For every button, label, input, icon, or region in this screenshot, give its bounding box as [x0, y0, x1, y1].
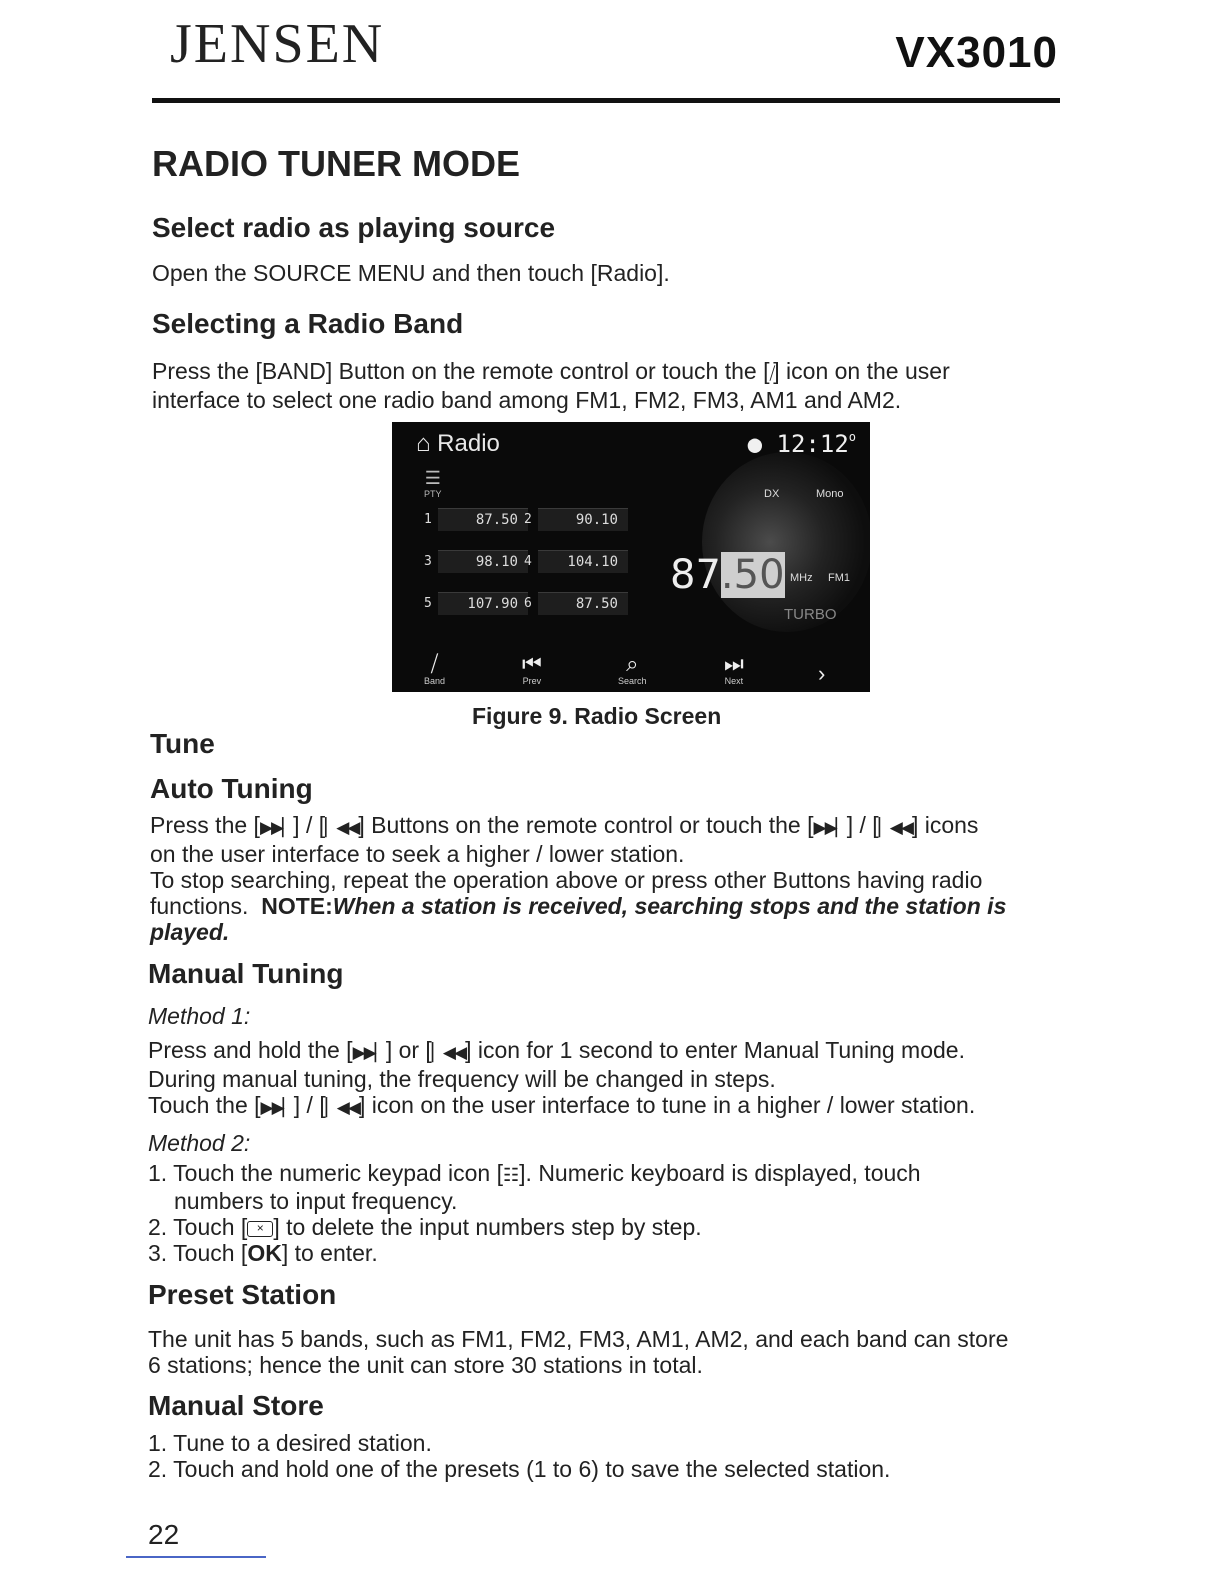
- m2-l4b: ] to enter.: [281, 1240, 378, 1266]
- preset-freq: 104.10: [567, 554, 618, 570]
- band-control: [424, 652, 445, 686]
- m1-l3c: ] icon on the user interface to tune in a higher / lower station.: [358, 1092, 976, 1118]
- m2-l2: numbers to input frequency.: [174, 1188, 458, 1214]
- heading-manual-store: Manual Store: [148, 1390, 324, 1421]
- text-method-2: [148, 1160, 1062, 1266]
- mhz-label: MHz: [790, 572, 813, 584]
- next-icon: ▶▶▏: [352, 1043, 386, 1062]
- preset-num: 2: [524, 512, 532, 527]
- heading-radio-band: Selecting a Radio Band: [152, 308, 464, 339]
- preset-l1: The unit has 5 bands, such as FM1, FM2, FM3, AM1, AM2, and each band can store: [148, 1326, 1009, 1352]
- next-icon: ▶▶▏: [260, 1098, 294, 1117]
- header-rule: [152, 98, 1060, 103]
- prev-control: [522, 652, 542, 686]
- home-icon: ⌂: [416, 430, 431, 457]
- degree-icon: o: [848, 430, 856, 444]
- note-text: When a station is received, searching stops and the station is: [332, 893, 1007, 919]
- preset-4: [524, 550, 628, 573]
- next-control: [724, 652, 744, 686]
- next-icon: ⏭: [724, 651, 744, 676]
- radio-screen-figure: [392, 422, 870, 692]
- preset-2: [524, 508, 628, 531]
- search-icon: ⌕: [626, 651, 639, 676]
- prev-icon: ⏮: [522, 651, 542, 676]
- auto-l1b: ] / [: [293, 812, 326, 838]
- store-l1: 1. Tune to a desired station.: [148, 1430, 432, 1456]
- screen-title: [416, 430, 500, 458]
- preset-1: [424, 508, 528, 531]
- text-auto-tuning: [150, 812, 1062, 945]
- m2-l3a: 2. Touch [: [148, 1214, 248, 1240]
- screen-title-text: Radio: [437, 430, 500, 457]
- m1-l2: During manual tuning, the frequency will be changed in steps.: [148, 1066, 776, 1092]
- preset-freq: 87.50: [475, 512, 518, 528]
- dot-icon: ●: [747, 430, 763, 458]
- ok-label: OK: [247, 1240, 282, 1266]
- dx-label: DX: [764, 488, 780, 500]
- preset-num: 1: [424, 512, 432, 527]
- prev-icon: ▏◀◀: [325, 1098, 359, 1117]
- auto-l1d: ] / [: [846, 812, 879, 838]
- heading-preset-station: Preset Station: [148, 1279, 337, 1310]
- preset-5: [424, 592, 528, 615]
- pty-label: PTY: [424, 489, 442, 499]
- next-control-label: Next: [724, 676, 744, 686]
- m1-l3b: ] / [: [293, 1092, 326, 1118]
- preset-num: 3: [424, 554, 432, 569]
- freq-main: 87: [670, 552, 721, 598]
- preset-num: 6: [524, 596, 532, 611]
- m2-l1b: ]. Numeric keyboard is displayed, touch: [519, 1160, 921, 1186]
- auto-l5: played.: [150, 919, 230, 945]
- screen-clock: [748, 430, 856, 458]
- m1-l1c: ] icon for 1 second to enter Manual Tuning mode.: [465, 1037, 965, 1063]
- prev-icon: ▏◀◀: [431, 1043, 466, 1062]
- frequency-display: [670, 552, 785, 598]
- band-line2: interface to select one radio band among FM1, FM2, FM3, AM1 and AM2.: [152, 387, 902, 413]
- text-radio-band: [152, 358, 1062, 413]
- note-label: NOTE:: [261, 893, 333, 919]
- m1-l1a: Press and hold the [: [148, 1037, 353, 1063]
- m2-l4a: 3. Touch [: [148, 1240, 248, 1266]
- figure-caption: Figure 9. Radio Screen: [472, 703, 722, 729]
- band-control-label: Band: [424, 676, 446, 686]
- text-preset-station: [148, 1326, 1062, 1378]
- search-control-label: Search: [618, 676, 647, 686]
- heading-tune: Tune: [150, 728, 215, 759]
- heading-auto-tuning: Auto Tuning: [150, 773, 313, 804]
- band-icon: ⧸: [769, 364, 774, 383]
- auto-l2: on the user interface to seek a higher / lower station.: [150, 841, 685, 867]
- prev-icon: ▏◀◀: [325, 818, 359, 837]
- preset-6: [524, 592, 628, 615]
- search-control: [618, 652, 647, 686]
- auto-l4a: functions.: [150, 893, 249, 919]
- band-line1b: ] icon on the user: [773, 358, 950, 384]
- chevron-right-icon: ›: [818, 661, 826, 686]
- turbo-label: TURBO: [784, 606, 837, 623]
- text-method-1: [148, 1037, 1062, 1121]
- auto-l1a: Press the [: [150, 812, 260, 838]
- model-number: VX3010: [895, 28, 1058, 77]
- freq-highlight: .50: [720, 552, 785, 598]
- preset-freq: 98.10: [475, 554, 518, 570]
- preset-3: [424, 550, 528, 573]
- prev-control-label: Prev: [522, 676, 542, 686]
- next-icon: ▶▶▏: [813, 818, 847, 837]
- more-control: [818, 662, 825, 686]
- keypad-icon: ☷: [503, 1165, 520, 1185]
- list-icon: ☰: [424, 468, 441, 488]
- preset-freq: 107.90: [467, 596, 518, 612]
- preset-l2: 6 stations; hence the unit can store 30 stations in total.: [148, 1352, 703, 1378]
- footer-line: [126, 1556, 266, 1558]
- store-l2: 2. Touch and hold one of the presets (1 to 6) to save the selected station.: [148, 1456, 891, 1482]
- band-label: FM1: [828, 572, 850, 584]
- text-select-source: Open the SOURCE MENU and then touch [Radio].: [152, 260, 670, 286]
- band-icon: ⧸: [430, 651, 439, 676]
- heading-manual-tuning: Manual Tuning: [148, 958, 344, 989]
- mono-label: Mono: [816, 488, 844, 500]
- jensen-logo: JENSEN: [170, 13, 385, 75]
- auto-l3: To stop searching, repeat the operation above or press other Buttons having radio: [150, 867, 983, 893]
- m2-l3b: ] to delete the input numbers step by step.: [273, 1214, 702, 1240]
- preset-num: 5: [424, 596, 432, 611]
- preset-freq: 90.10: [575, 512, 618, 528]
- page-number: 22: [148, 1519, 180, 1550]
- m1-l1b: ] or [: [385, 1037, 432, 1063]
- heading-select-source: Select radio as playing source: [152, 212, 556, 243]
- m2-l1a: 1. Touch the numeric keypad icon [: [148, 1160, 504, 1186]
- gauge-graphic: [702, 452, 870, 632]
- backspace-icon: ×: [247, 1221, 273, 1237]
- next-icon: ▶▶▏: [259, 818, 294, 837]
- page-title: RADIO TUNER MODE: [152, 143, 520, 184]
- band-line1a: Press the [BAND] Button on the remote control or touch the [: [152, 358, 770, 384]
- screen-clock-text: 12:12: [776, 430, 849, 458]
- prev-icon: ▏◀◀: [878, 818, 912, 837]
- auto-l1c: ] Buttons on the remote control or touch the [: [358, 812, 814, 838]
- m1-l3a: Touch the [: [148, 1092, 261, 1118]
- method-2-label: Method 2:: [148, 1130, 251, 1156]
- auto-l1e: ] icons: [911, 812, 979, 838]
- pty-button: [424, 468, 442, 499]
- method-1-label: Method 1:: [148, 1003, 251, 1029]
- preset-freq: 87.50: [575, 596, 618, 612]
- preset-num: 4: [524, 554, 532, 569]
- text-manual-store: [148, 1430, 1062, 1482]
